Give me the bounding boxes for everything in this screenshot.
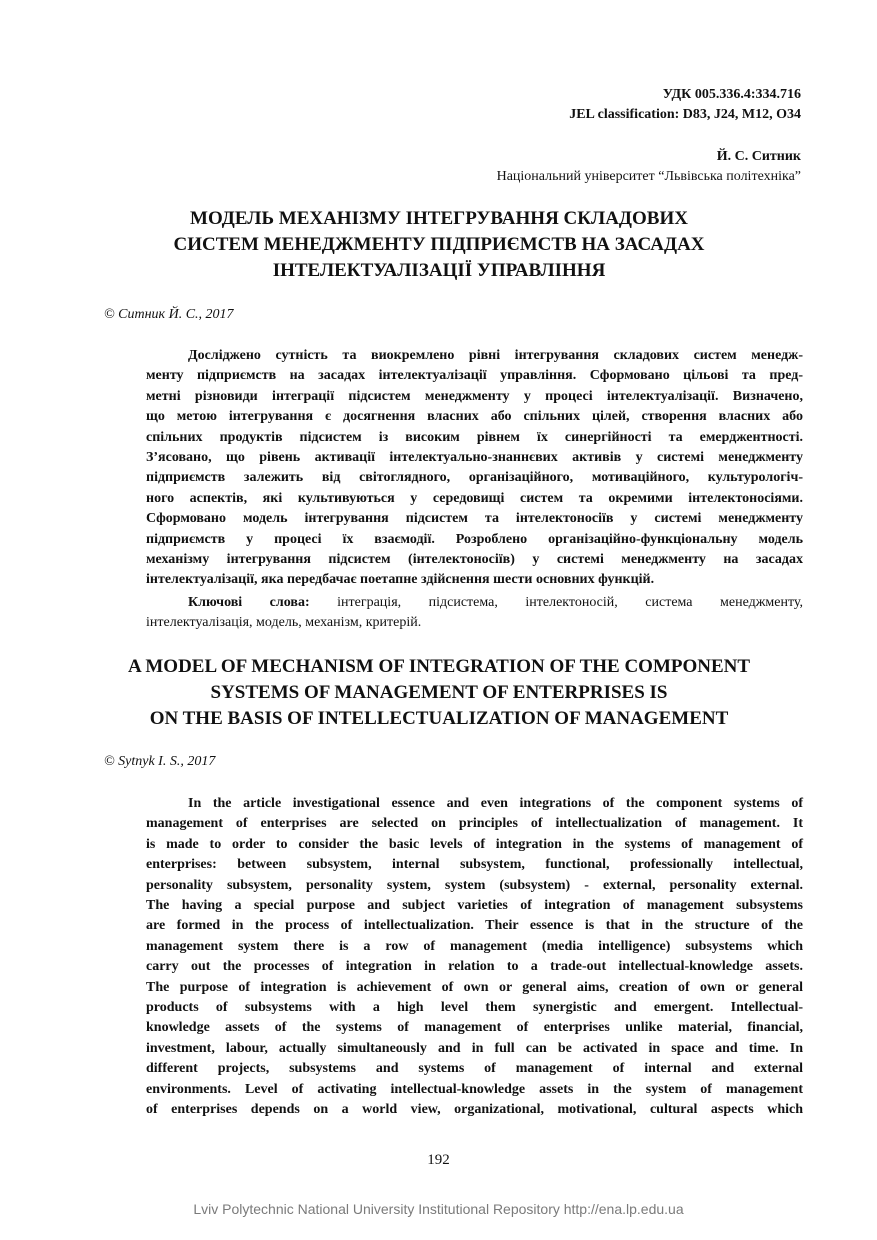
abstract-en-line: personality subsystem, personality system, system (subsystem) - external, personality external. xyxy=(146,877,803,893)
abstract-uk-line: метні різновиди інтеграції підсистем менеджменту у процесі інтелектуалізації. Визначено, xyxy=(146,388,803,404)
page-number: 192 xyxy=(427,1152,450,1168)
abstract-en-line: of enterprises depends on a world view, organizational, motivational, cultural aspects which xyxy=(146,1102,803,1118)
keywords-line: інтеграція, підсистема, інтелектоносій, система менеджменту, xyxy=(337,595,803,610)
abstract-ukrainian xyxy=(146,346,803,591)
author-affiliation: Національний університет “Львівська політехніка” xyxy=(496,169,801,184)
abstract-en-line: is made to order to consider the basic levels of integration in the systems of management of xyxy=(146,836,803,852)
title-en-line: SYSTEMS OF MANAGEMENT OF ENTERPRISES IS xyxy=(210,682,668,703)
abstract-uk-line: З’ясовано, що рівень активації інтелектуально-знаннєвих активів у системі менеджменту xyxy=(146,450,803,466)
title-uk-line: ІНТЕЛЕКТУАЛІЗАЦІЇ УПРАВЛІННЯ xyxy=(272,260,606,281)
udk-code: УДК 005.336.4:334.716 xyxy=(662,87,801,102)
abstract-en-line: In the article investigational essence and even integrations of the component systems of xyxy=(188,796,803,811)
title-english xyxy=(74,654,804,732)
abstract-uk-line: Досліджено сутність та виокремлено рівні інтегрування складових систем менедж- xyxy=(188,348,803,363)
abstract-uk-line: ного аспектів, які культивуються у середовищі систем та окремими інтелектоносіями. xyxy=(146,490,803,506)
abstract-uk-line: спільних продуктів підсистем із високим рівнем їх синергійності та емерджентності. xyxy=(146,429,803,445)
abstract-en-line: environments. Level of activating intellectual-knowledge assets in the system of management xyxy=(146,1081,803,1097)
keywords xyxy=(146,593,803,634)
abstract-english xyxy=(146,794,803,1121)
title-uk-line: МОДЕЛЬ МЕХАНІЗМУ ІНТЕГРУВАННЯ СКЛАДОВИХ xyxy=(190,208,688,229)
abstract-en-line: The purpose of integration is achievement of own or general aims, creation of own or general xyxy=(146,979,803,995)
keywords-label: Ключові слова: xyxy=(188,595,310,610)
abstract-en-line: products of subsystems with a high level them synergistic and emergent. Intellectual- xyxy=(146,1000,803,1016)
abstract-uk-line: інтелектуалізації, яка передбачає поетапне здійснення шести основних функцій. xyxy=(146,572,655,588)
copyright-ukrainian: © Ситник Й. С., 2017 xyxy=(104,307,234,322)
abstract-uk-line: підприємств у процесі їх взаємодії. Розроблено організаційно-функціональну модель xyxy=(146,531,803,547)
abstract-en-line: different projects, subsystems and systems of management of internal and external xyxy=(146,1061,803,1077)
copyright-english: © Sytnyk I. S., 2017 xyxy=(104,754,216,769)
title-ukrainian xyxy=(74,206,804,284)
abstract-en-line: management system there is a row of management (media intelligence) subsystems which xyxy=(146,938,803,954)
abstract-en-line: investment, labour, actually simultaneously and in full can be activated in space and time. In xyxy=(146,1040,803,1056)
abstract-en-line: knowledge assets of the systems of management of enterprises unlike material, financial, xyxy=(146,1020,803,1036)
repository-footer[interactable]: Lviv Polytechnic National University Institutional Repository http://ena.lp.edu.ua xyxy=(193,1201,684,1217)
abstract-en-line: are formed in the process of intellectualization. Their essence is that in the structure of the xyxy=(146,918,803,934)
abstract-en-line: management of enterprises are selected on principles of intellectualization of management. It xyxy=(146,816,803,832)
abstract-uk-line: менту підприємств на засадах інтелектуалізації управління. Сформовано цільові та пред- xyxy=(146,368,803,384)
title-uk-line: СИСТЕМ МЕНЕДЖМЕНТУ ПІДПРИЄМСТВ НА ЗАСАДАХ xyxy=(173,234,705,255)
title-en-line: ON THE BASIS OF INTELLECTUALIZATION OF MANAGEMENT xyxy=(149,708,729,729)
abstract-en-line: enterprises: between subsystem, internal subsystem, functional, professionally intellectual, xyxy=(146,857,803,873)
title-en-line: A MODEL OF MECHANISM OF INTEGRATION OF THE COMPONENT xyxy=(127,656,751,677)
abstract-uk-line: механізму інтегрування підсистем (інтелектоносіїв) у системі менеджменту на засадах xyxy=(146,552,803,568)
author-name: Й. С. Ситник xyxy=(716,149,801,164)
abstract-en-line: The having a special purpose and subject varieties of integration of management subsystems xyxy=(146,898,803,914)
keywords-line: інтелектуалізація, модель, механізм, критерій. xyxy=(146,615,422,631)
abstract-uk-line: підприємств залежить від світоглядного, організаційного, мотиваційного, культурологіч- xyxy=(146,470,803,486)
abstract-uk-line: що метою інтегрування є досягнення власних або спільних цілей, створення власних або xyxy=(146,409,803,425)
abstract-uk-line: Сформовано модель інтегрування підсистем та інтелектоносіїв у системі менеджменту xyxy=(146,511,803,527)
abstract-en-line: carry out the processes of integration in relation to a trade-out intellectual-knowledge assets. xyxy=(146,959,803,975)
jel-classification: JEL classification: D83, J24, M12, O34 xyxy=(569,107,801,122)
